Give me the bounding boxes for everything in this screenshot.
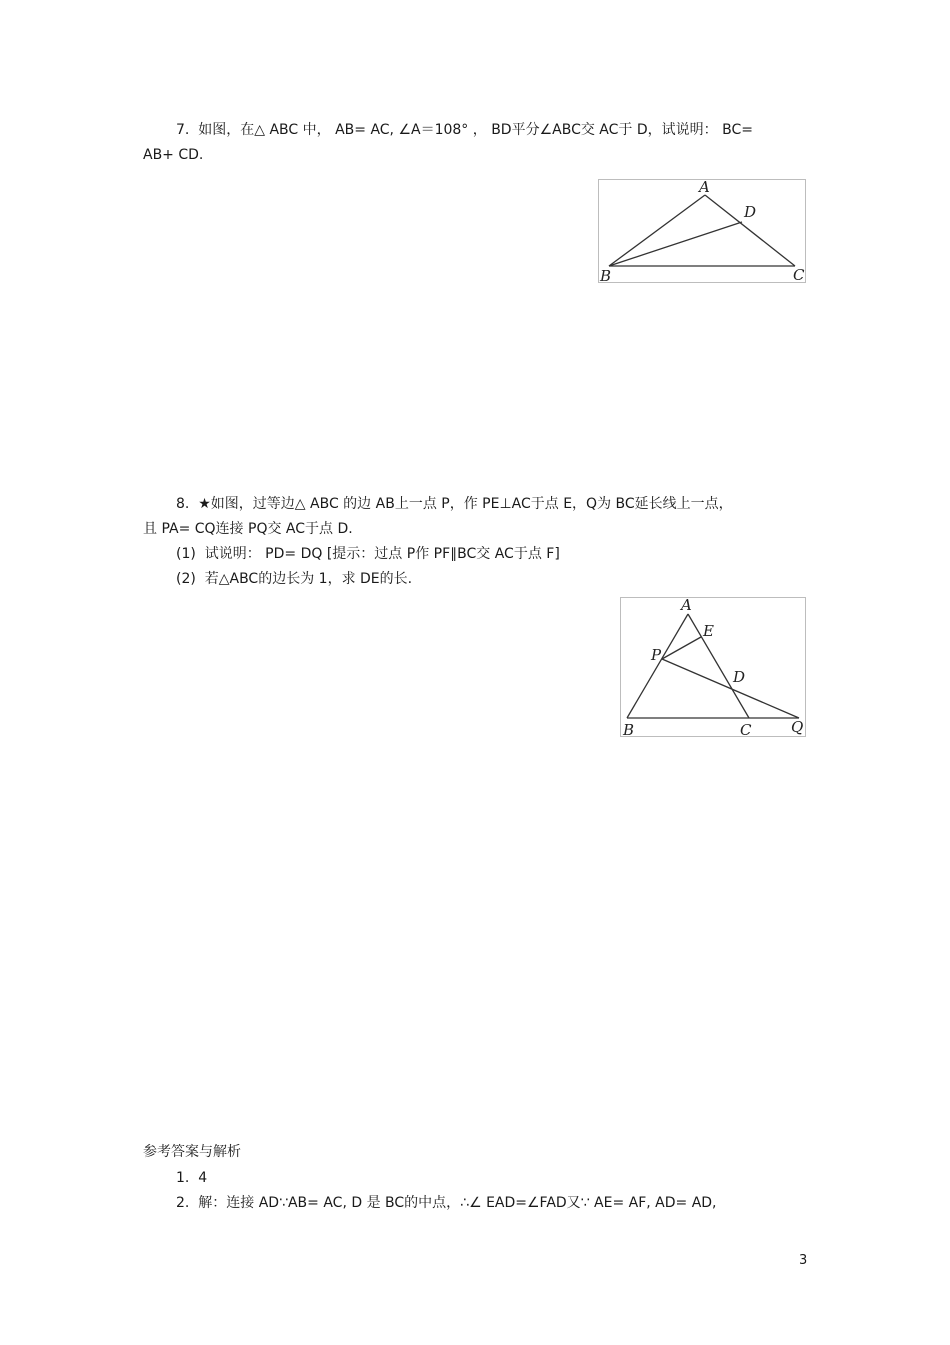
answer-1: 1. 4 xyxy=(176,1170,208,1186)
q7-line1: 7. 如图，在△ ABC 中， AB= AC, ∠A＝108° ， BD平分∠ABC交 AC于 D，试说明： BC= xyxy=(176,122,753,138)
page-number: 3 xyxy=(799,1253,808,1268)
q8-label-p: P xyxy=(651,646,662,664)
q7-line2: AB+ CD. xyxy=(143,147,204,163)
q7-figure xyxy=(598,179,806,283)
q8-label-d: D xyxy=(733,668,746,686)
answer-2: 2. 解：连接 AD∵AB= AC, D 是 BC的中点，∴∠ EAD=∠FAD又∵ AE= AF, AD= AD, xyxy=(176,1195,717,1211)
q8-side-ac xyxy=(688,614,749,718)
q8-label-a: A xyxy=(681,598,692,614)
answers-heading: 参考答案与解析 xyxy=(143,1144,241,1160)
q8-line1: 8. ★如图，过等边△ ABC 的边 AB上一点 P，作 PE⊥AC于点 E，Q为 BC延长线上一点， xyxy=(176,496,733,512)
q7-side-ab xyxy=(609,195,705,266)
q8-part1: (1) 试说明： PD= DQ [提示：过点 P作 PF∥BC交 AC于点 F] xyxy=(176,546,560,562)
q7-label-a: A xyxy=(699,180,710,196)
q8-label-e: E xyxy=(703,622,714,640)
q8-segment-pq xyxy=(662,659,799,718)
q8-label-q: Q xyxy=(791,718,804,736)
q8-label-c: C xyxy=(740,721,752,736)
q8-figure xyxy=(620,597,806,737)
q8-line2: 且 PA= CQ连接 PQ交 AC于点 D. xyxy=(143,521,353,537)
q7-label-b: B xyxy=(600,267,612,282)
q8-label-b: B xyxy=(623,721,635,736)
q8-part2: (2) 若△ABC的边长为 1，求 DE的长. xyxy=(176,571,413,587)
q7-label-c: C xyxy=(793,266,805,282)
q7-label-d: D xyxy=(744,203,757,221)
q7-segment-bd xyxy=(609,222,742,266)
